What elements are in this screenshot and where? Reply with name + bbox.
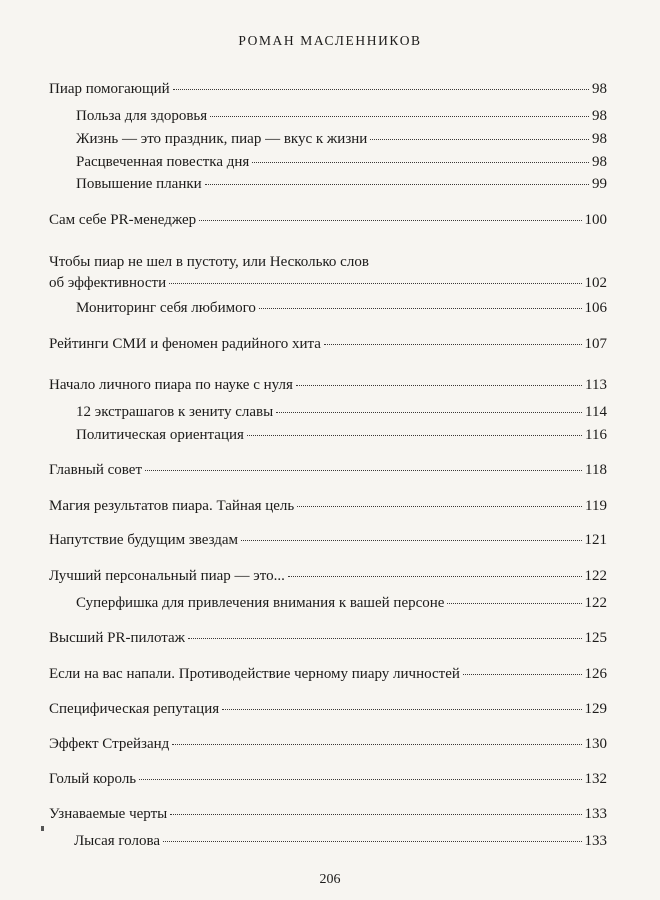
toc-entry-page: 98 (592, 81, 607, 97)
toc-entry (49, 335, 607, 353)
toc-entry-title: Сам себе PR-менеджер (49, 212, 197, 228)
toc-entry-title: Высший PR-пилотаж (49, 630, 186, 646)
toc-entry (49, 700, 607, 718)
toc-entry-title: Рейтинги СМИ и феномен радийного хита (49, 336, 321, 352)
toc-subentry (76, 175, 607, 193)
dot-leader (188, 638, 581, 639)
toc-entry-title: об эффективности (49, 275, 167, 291)
toc-entry (49, 805, 607, 823)
toc-entry-page: 122 (584, 595, 607, 611)
toc-subentry (76, 130, 607, 148)
toc-entry-page: 114 (585, 404, 607, 420)
toc-entry-page: 132 (584, 771, 607, 787)
toc-subentry (76, 403, 607, 421)
toc-entry-page: 98 (592, 108, 607, 124)
toc-entry-title: Голый король (49, 771, 137, 787)
toc-entry-title: 12 экстрашагов к зениту славы (76, 404, 274, 420)
toc-entry (49, 497, 607, 515)
toc-entry-title: Если на вас напали. Противодействие черному пиару личностей (49, 666, 460, 682)
toc-entry (49, 629, 607, 647)
toc-entry-title: Начало личного пиара по науке с нуля (49, 377, 293, 393)
toc-subentry (76, 299, 607, 317)
dot-leader (163, 841, 581, 842)
dot-leader (169, 283, 581, 284)
toc-entry-page: 98 (592, 131, 607, 147)
toc-entry-title: Напутствие будущим звездам (49, 532, 239, 548)
toc-subentry (76, 153, 607, 171)
toc-entry-title: Мониторинг себя любимого (76, 300, 256, 316)
dot-leader (259, 308, 582, 309)
toc-entry-title-line1: Чтобы пиар не шел в пустоту, или Несколько слов (49, 254, 369, 270)
toc-entry-page: 100 (584, 212, 607, 228)
toc-entry-page: 121 (584, 532, 607, 548)
toc-entry (49, 376, 607, 394)
toc-entry-page: 130 (584, 736, 607, 752)
toc-entry (49, 531, 607, 549)
toc-entry-page: 133 (584, 833, 607, 849)
toc-entry-page: 102 (584, 275, 607, 291)
toc-entry-title: Магия результатов пиара. Тайная цель (49, 498, 295, 514)
toc-entry-title: Жизнь — это праздник, пиар — вкус к жизни (76, 131, 368, 147)
toc-entry-page: 133 (584, 806, 607, 822)
toc-entry-page: 98 (592, 154, 607, 170)
dot-leader (210, 116, 589, 117)
toc-entry-title: Главный совет (49, 462, 143, 478)
toc-entry-title: Лучший персональный пиар — это... (49, 568, 285, 584)
toc-entry-title: Повышение планки (76, 176, 202, 192)
dot-leader (276, 412, 582, 413)
toc-entry-page: 129 (584, 701, 607, 717)
toc-entry-page: 125 (584, 630, 607, 646)
toc-entry-page: 99 (592, 176, 607, 192)
dot-leader (247, 435, 582, 436)
toc-entry-page: 107 (584, 336, 607, 352)
toc-entry-page: 113 (585, 377, 607, 393)
dot-leader (205, 184, 589, 185)
toc-entry-page: 116 (585, 427, 607, 443)
page-number: 206 (319, 872, 341, 887)
dot-leader (222, 709, 581, 710)
toc-entry-title: Расцвеченная повестка дня (76, 154, 250, 170)
toc-entry-title: Лысая голова (74, 833, 161, 849)
toc-entry-title: Узнаваемые черты (49, 806, 168, 822)
dot-leader (139, 779, 581, 780)
dot-leader (145, 470, 582, 471)
toc-entry-title: Эффект Стрейзанд (49, 736, 170, 752)
toc-subentry (74, 832, 607, 850)
dot-leader (370, 139, 589, 140)
toc-entry (49, 461, 607, 479)
toc-entry (49, 80, 607, 98)
dot-leader (241, 540, 581, 541)
dot-leader (463, 674, 582, 675)
toc-subentry (76, 594, 607, 612)
toc-entry-page: 122 (584, 568, 607, 584)
toc-entry-title: Суперфишка для привлечения внимания к вашей персоне (76, 595, 445, 611)
toc-entry (49, 567, 607, 585)
toc-entry-title: Специфическая репутация (49, 701, 220, 717)
dot-leader (296, 385, 582, 386)
toc-entry (49, 770, 607, 788)
toc-entry-title: Польза для здоровья (76, 108, 208, 124)
toc-subentry (76, 426, 607, 444)
dot-leader (324, 344, 582, 345)
toc-entry (49, 274, 607, 292)
dot-leader (288, 576, 582, 577)
running-header: РОМАН МАСЛЕННИКОВ (238, 33, 422, 48)
toc-entry-title: Пиар помогающий (49, 81, 170, 97)
dot-leader (170, 814, 581, 815)
toc-entry (49, 735, 607, 753)
toc-entry-title: Политическая ориентация (76, 427, 244, 443)
dot-leader (447, 603, 581, 604)
dot-leader (297, 506, 582, 507)
toc-subentry (76, 107, 607, 125)
dot-leader (173, 89, 589, 90)
toc-entry (49, 665, 607, 683)
dot-leader (252, 162, 589, 163)
dot-leader (199, 220, 581, 221)
toc-entry-page: 126 (584, 666, 607, 682)
toc-entry (49, 211, 607, 229)
toc-entry-page: 118 (585, 462, 607, 478)
toc-entry-page: 106 (584, 300, 607, 316)
toc-entry-page: 119 (585, 498, 607, 514)
print-mark (41, 826, 44, 831)
dot-leader (172, 744, 581, 745)
